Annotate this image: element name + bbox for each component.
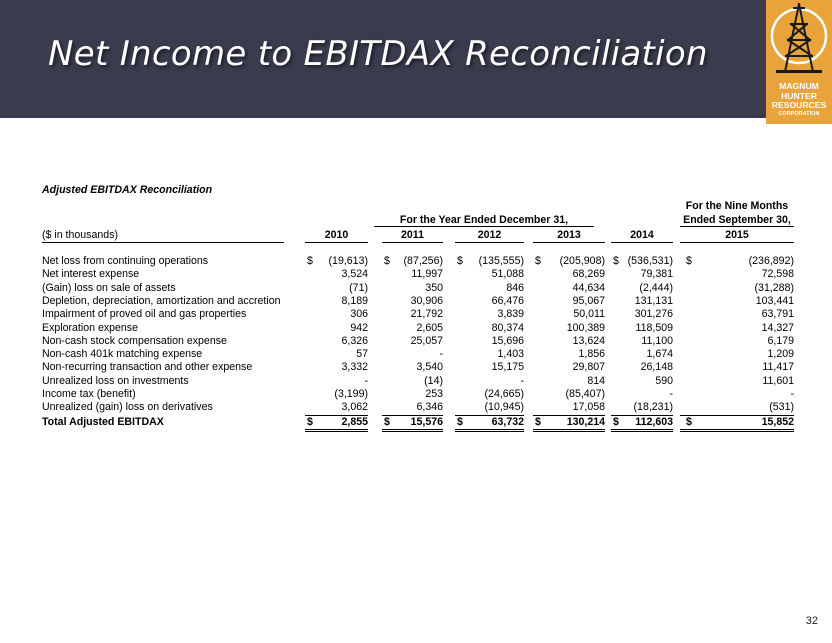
row-value: 50,011	[573, 308, 605, 320]
logo-line-3: RESOURCES	[771, 100, 827, 110]
row-value: 6,179	[767, 335, 794, 347]
dollar-sign: $	[535, 416, 541, 428]
row-label: Non-cash stock compensation expense	[42, 335, 227, 347]
page-title: Net Income to EBITDAX Reconciliation	[48, 34, 708, 74]
dollar-sign: $	[686, 255, 692, 267]
header-underline	[680, 242, 794, 243]
row-value: 63,791	[761, 308, 794, 320]
nine-months-header-line2: Ended September 30,	[683, 214, 791, 226]
row-value: 1,856	[578, 348, 605, 360]
row-value: 846	[506, 282, 524, 294]
row-value: 301,276	[634, 308, 673, 320]
row-value: 1,674	[646, 348, 673, 360]
row-value: 3,839	[497, 308, 524, 320]
row-value: 44,634	[572, 282, 605, 294]
page-number: 32	[805, 615, 818, 627]
row-label: Net interest expense	[42, 268, 140, 280]
row-label: Depletion, depreciation, amortization and accretion	[42, 295, 281, 307]
year-ended-header: For the Year Ended December 31,	[399, 214, 569, 226]
row-value: 21,792	[410, 308, 443, 320]
row-value: 79,381	[640, 268, 673, 280]
row-value: 25,057	[410, 335, 443, 347]
logo-line-4: CORPORATION	[778, 110, 820, 117]
row-label: (Gain) loss on sale of assets	[42, 282, 176, 294]
row-value: 3,062	[341, 401, 368, 413]
logo-line-2: HUNTER	[781, 90, 817, 101]
row-value: 3,540	[416, 361, 443, 373]
header-underline	[42, 242, 284, 243]
row-label: Non-cash 401k matching expense	[42, 348, 203, 360]
row-value: (10,945)	[484, 401, 524, 413]
total-value: 15,576	[410, 416, 443, 428]
row-value: 11,100	[641, 335, 673, 347]
total-double-underline	[305, 429, 368, 432]
row-value: (236,892)	[748, 255, 794, 267]
row-value: 306	[350, 308, 368, 320]
oil-derrick-icon	[766, 0, 832, 82]
row-value: 131,131	[634, 295, 673, 307]
header-underline	[382, 242, 443, 243]
row-value: (85,407)	[565, 388, 605, 400]
header-underline	[611, 242, 673, 243]
row-value: 2,605	[416, 322, 443, 334]
row-value: 11,997	[411, 268, 443, 280]
total-double-underline	[611, 429, 673, 432]
section-title: Adjusted EBITDAX Reconciliation	[42, 184, 213, 196]
dollar-sign: $	[457, 416, 463, 428]
row-value: 118,509	[635, 322, 673, 334]
header-underline	[533, 242, 605, 243]
row-value: 6,346	[416, 401, 443, 413]
row-value: (536,531)	[627, 255, 673, 267]
total-double-underline	[680, 429, 794, 432]
nine-months-header-line1: For the Nine Months	[685, 200, 789, 212]
row-value: 14,327	[761, 322, 794, 334]
row-value: 17,058	[572, 401, 605, 413]
row-value: 3,524	[341, 268, 368, 280]
row-value: 350	[425, 282, 443, 294]
row-value: -	[364, 375, 368, 387]
row-value: 590	[655, 375, 673, 387]
row-value: 6,326	[341, 335, 368, 347]
dollar-sign: $	[384, 416, 390, 428]
row-value: 57	[356, 348, 368, 360]
year-header: 2015	[725, 229, 749, 241]
units-label: ($ in thousands)	[42, 229, 118, 241]
row-value: 68,269	[572, 268, 605, 280]
dollar-sign: $	[535, 255, 541, 267]
dollar-sign: $	[307, 416, 313, 428]
row-label: Exploration expense	[42, 322, 138, 334]
total-value: 130,214	[566, 416, 605, 428]
row-value: 100,389	[566, 322, 605, 334]
row-label: Unrealized (gain) loss on derivatives	[42, 401, 213, 413]
logo-line-1: MAGNUM	[779, 81, 819, 91]
total-double-underline	[533, 429, 605, 432]
row-label: Net loss from continuing operations	[42, 255, 209, 267]
year-header: 2011	[401, 229, 424, 241]
total-value: 15,852	[761, 416, 794, 428]
row-value: 51,088	[491, 268, 524, 280]
row-value: (205,908)	[559, 255, 605, 267]
row-value: 8,189	[341, 295, 368, 307]
row-value: 1,403	[497, 348, 524, 360]
row-label: Income tax (benefit)	[42, 388, 136, 400]
row-value: 66,476	[491, 295, 524, 307]
company-logo	[766, 0, 832, 124]
dollar-sign: $	[686, 416, 692, 428]
year-header: 2012	[477, 229, 502, 241]
row-value: -	[790, 388, 794, 400]
header-underline	[305, 242, 368, 243]
title-bar	[0, 0, 832, 118]
dollar-sign: $	[613, 416, 619, 428]
year-header: 2010	[324, 229, 349, 241]
header-underline	[455, 242, 524, 243]
row-value: (19,613)	[328, 255, 368, 267]
row-label: Unrealized loss on investments	[42, 375, 189, 387]
total-value: 2,855	[341, 416, 368, 428]
row-label: Non-recurring transaction and other expense	[42, 361, 253, 373]
row-value: (24,665)	[484, 388, 524, 400]
row-value: 15,175	[491, 361, 524, 373]
total-value: 112,603	[635, 416, 673, 428]
row-value: 80,374	[491, 322, 524, 334]
row-value: (71)	[349, 282, 368, 294]
dollar-sign: $	[384, 255, 390, 267]
row-value: 11,601	[762, 375, 794, 387]
row-value: -	[520, 375, 524, 387]
row-value: (531)	[769, 401, 794, 413]
row-value: 253	[425, 388, 443, 400]
total-row-label: Total Adjusted EBITDAX	[42, 416, 164, 428]
row-value: 814	[587, 375, 605, 387]
dollar-sign: $	[307, 255, 313, 267]
row-value: (135,555)	[478, 255, 524, 267]
dollar-sign: $	[457, 255, 463, 267]
row-value: 13,624	[572, 335, 605, 347]
row-value: 103,441	[755, 295, 794, 307]
row-value: 72,598	[761, 268, 794, 280]
row-label: Impairment of proved oil and gas properties	[42, 308, 247, 320]
row-value: 95,067	[572, 295, 605, 307]
year-header: 2014	[630, 229, 654, 241]
row-value: -	[439, 348, 443, 360]
row-value: 30,906	[410, 295, 443, 307]
header-underline	[374, 226, 594, 227]
row-value: (87,256)	[403, 255, 443, 267]
row-value: (14)	[424, 375, 443, 387]
row-value: 3,332	[341, 361, 368, 373]
logo-wordmark	[766, 82, 832, 118]
total-double-underline	[382, 429, 443, 432]
row-value: (2,444)	[639, 282, 673, 294]
row-value: 15,696	[491, 335, 524, 347]
row-value: (31,288)	[754, 282, 794, 294]
dollar-sign: $	[613, 255, 619, 267]
row-value: 942	[350, 322, 368, 334]
row-value: (18,231)	[633, 401, 673, 413]
row-value: 26,148	[640, 361, 673, 373]
total-value: 63,732	[491, 416, 524, 428]
row-value: 1,209	[767, 348, 794, 360]
header-underline	[680, 226, 794, 227]
row-value: (3,199)	[334, 388, 368, 400]
row-value: 11,417	[762, 361, 794, 373]
year-header: 2013	[557, 229, 581, 241]
row-value: 29,807	[572, 361, 605, 373]
row-value: -	[669, 388, 673, 400]
total-double-underline	[455, 429, 524, 432]
